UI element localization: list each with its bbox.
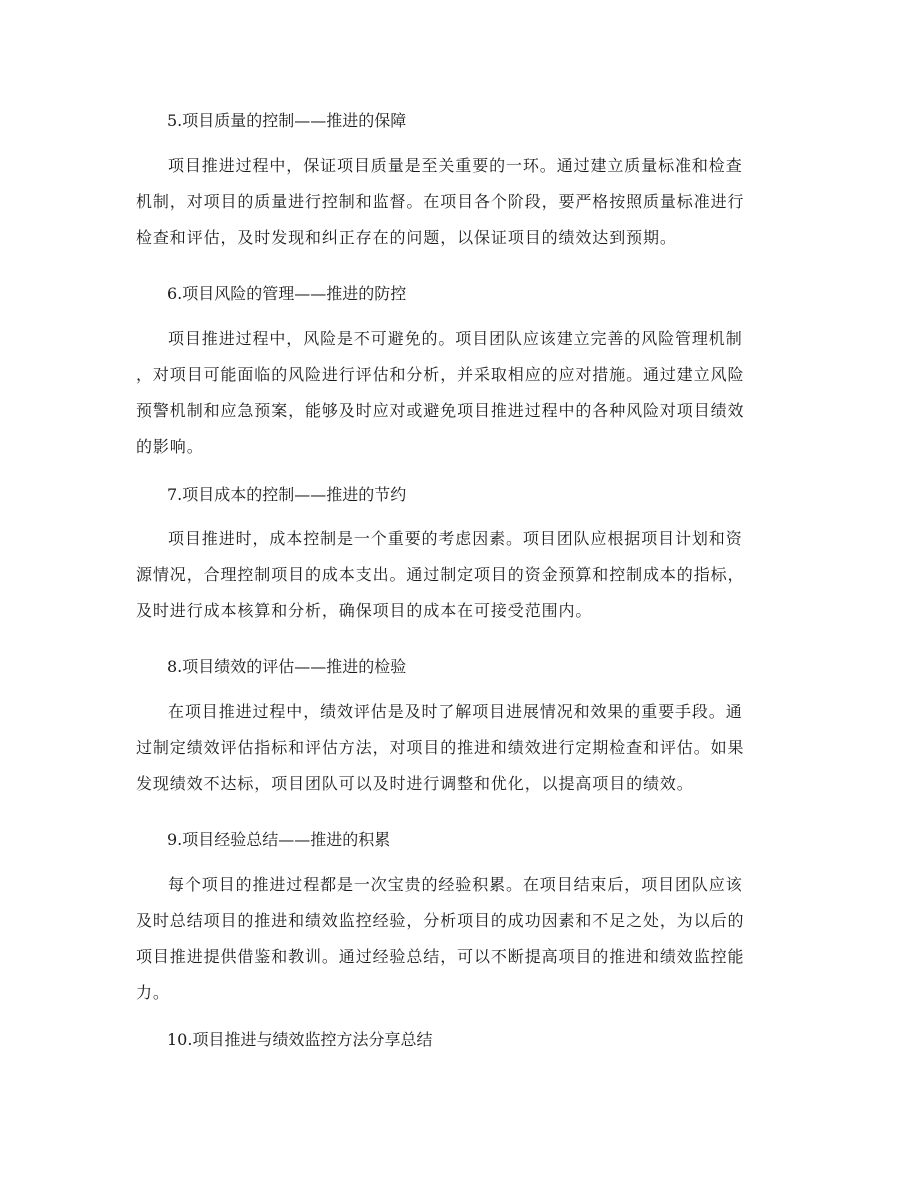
section-paragraph-7 bbox=[136, 521, 786, 629]
section-heading-6: 6.项目风险的管理——推进的防控 bbox=[167, 284, 407, 303]
paragraph-line: 机制，对项目的质量进行控制和监督。在项目各个阶段，要严格按照质量标准进行 bbox=[136, 192, 745, 211]
paragraph-line: 项目推进过程中，保证项目质量是至关重要的一环。通过建立质量标准和检查 bbox=[168, 156, 743, 175]
paragraph-line: 每个项目的推进过程都是一次宝贵的经验积累。在项目结束后，项目团队应该 bbox=[168, 875, 743, 894]
paragraph-line: 的影响。 bbox=[136, 437, 204, 456]
paragraph-line: 及时总结项目的推进和绩效监控经验，分析项目的成功因素和不足之处，为以后的 bbox=[136, 911, 745, 930]
paragraph-line: 源情况，合理控制项目的成本支出。通过制定项目的资金预算和控制成本的指标， bbox=[136, 565, 745, 584]
section-paragraph-8 bbox=[136, 694, 786, 802]
paragraph-line: 力。 bbox=[136, 983, 170, 1002]
section-paragraph-6 bbox=[136, 321, 786, 465]
section-heading-10: 10.项目推进与绩效监控方法分享总结 bbox=[167, 1030, 433, 1049]
paragraph-line: 项目推进时，成本控制是一个重要的考虑因素。项目团队应根据项目计划和资 bbox=[168, 529, 743, 548]
paragraph-line: 发现绩效不达标，项目团队可以及时进行调整和优化，以提高项目的绩效。 bbox=[136, 774, 694, 793]
paragraph-line: 过制定绩效评估指标和评估方法，对项目的推进和绩效进行定期检查和评估。如果 bbox=[136, 738, 745, 757]
paragraph-line: 检查和评估，及时发现和纠正存在的问题，以保证项目的绩效达到预期。 bbox=[136, 228, 677, 247]
section-heading-7: 7.项目成本的控制——推进的节约 bbox=[167, 485, 407, 504]
section-heading-5: 5.项目质量的控制——推进的保障 bbox=[167, 111, 407, 130]
section-paragraph-9 bbox=[136, 867, 786, 1011]
paragraph-line: 预警机制和应急预案，能够及时应对或避免项目推进过程中的各种风险对项目绩效 bbox=[136, 401, 745, 420]
section-heading-9: 9.项目经验总结——推进的积累 bbox=[167, 830, 391, 849]
paragraph-line: 项目推进过程中，风险是不可避免的。项目团队应该建立完善的风险管理机制 bbox=[168, 329, 743, 348]
paragraph-line: 在项目推进过程中，绩效评估是及时了解项目进展情况和效果的重要手段。通 bbox=[168, 702, 743, 721]
paragraph-line: 项目推进提供借鉴和教训。通过经验总结，可以不断提高项目的推进和绩效监控能 bbox=[136, 947, 745, 966]
section-paragraph-5 bbox=[136, 148, 786, 256]
section-heading-8: 8.项目绩效的评估——推进的检验 bbox=[167, 657, 407, 676]
paragraph-line: ，对项目可能面临的风险进行评估和分析，并采取相应的应对措施。通过建立风险 bbox=[136, 365, 745, 384]
paragraph-line: 及时进行成本核算和分析，确保项目的成本在可接受范围内。 bbox=[136, 601, 593, 620]
